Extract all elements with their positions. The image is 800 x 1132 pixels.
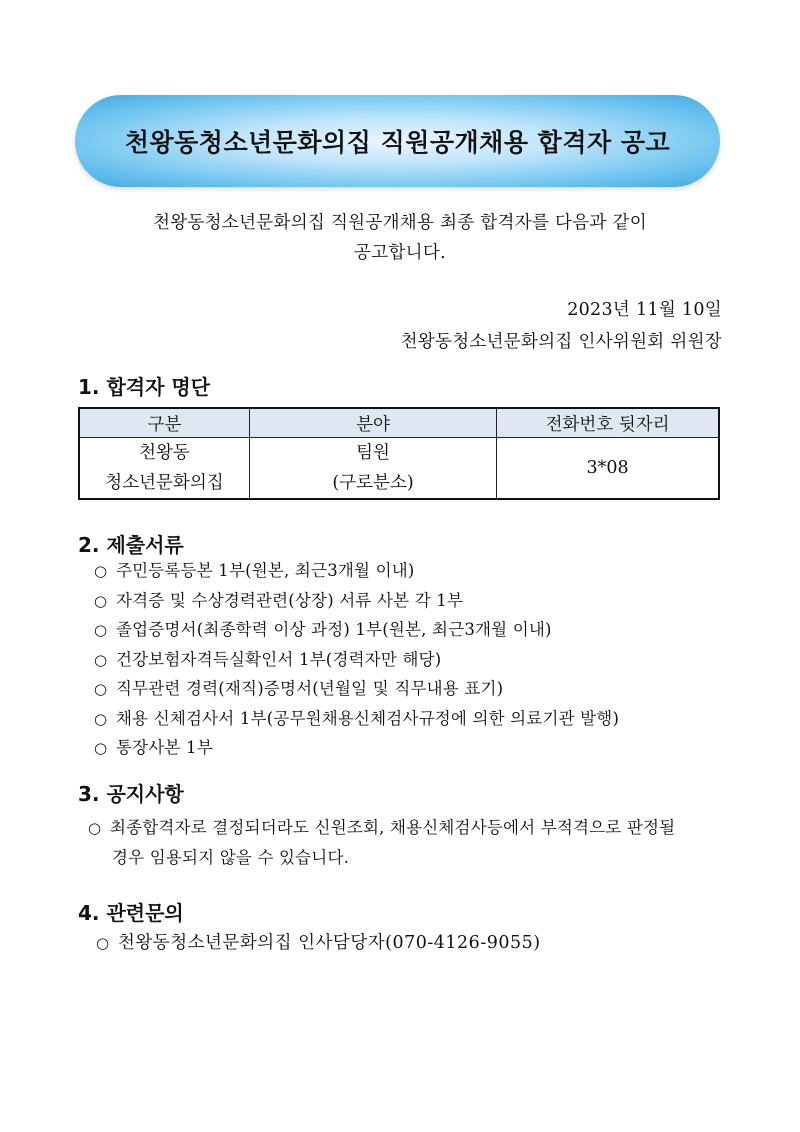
contact-line — [96, 929, 541, 954]
section-4-title: 4. 관련문의 — [78, 901, 184, 925]
intro-paragraph — [80, 208, 720, 268]
circle-bullet-icon: ○ — [88, 819, 102, 837]
circle-bullet-icon: ○ — [94, 650, 108, 669]
list-item: ○ 건강보험자격득실확인서 1부(경력자만 해당) — [94, 645, 619, 675]
field-line-2: (구로분소) — [332, 473, 414, 493]
table-row — [79, 438, 719, 500]
list-item: ○ 자격증 및 수상경력관련(상장) 서류 사본 각 1부 — [94, 586, 619, 616]
result-table — [78, 407, 720, 500]
circle-bullet-icon: ○ — [94, 680, 108, 698]
list-item: ○ 채용 신체검사서 1부(공무원채용신체검사규정에 의한 의료기관 발행) — [94, 704, 619, 734]
notice-line-2: 경우 임용되지 않을 수 있습니다. — [112, 848, 350, 867]
notice-paragraph — [88, 813, 728, 872]
category-line-1: 천왕동 — [139, 443, 190, 463]
cell-phone: 3*08 — [497, 438, 719, 500]
category-line-2: 청소년문화의집 — [105, 473, 224, 493]
field-line-1: 팀원 — [356, 443, 390, 463]
circle-bullet-icon: ○ — [94, 739, 108, 757]
circle-bullet-icon: ○ — [94, 621, 108, 639]
notice-line-1: ○ 최종합격자로 결정되더라도 신원조회, 채용신체검사등에서 부적격으로 판정될 — [88, 813, 728, 843]
list-item: ○ 주민등록등본 1부(원본, 최근3개월 이내) — [94, 556, 619, 586]
intro-line-2: 공고합니다. — [354, 243, 446, 263]
circle-bullet-icon: ○ — [94, 709, 108, 728]
signature-block — [401, 294, 722, 358]
cell-category — [79, 438, 249, 500]
circle-bullet-icon: ○ — [94, 591, 108, 610]
documents-list — [94, 556, 619, 763]
table-header-row — [79, 408, 719, 438]
circle-bullet-icon: ○ — [96, 934, 110, 952]
announcement-date: 2023년 11월 10일 — [567, 300, 722, 320]
section-1-title: 1. 합격자 명단 — [78, 375, 211, 399]
section-3-title: 3. 공지사항 — [78, 782, 184, 806]
header-field: 분야 — [249, 408, 496, 438]
contact-info: 천왕동청소년문화의집 인사담당자(070-4126-9055) — [118, 933, 541, 953]
header-category: 구분 — [79, 408, 249, 438]
cell-field — [249, 438, 496, 500]
intro-line-1: 천왕동청소년문화의집 직원공개채용 최종 합격자를 다음과 같이 — [153, 213, 647, 233]
list-item: ○ 졸업증명서(최종학력 이상 과정) 1부(원본, 최근3개월 이내) — [94, 615, 619, 645]
page-title: 천왕동청소년문화의집 직원공개채용 합격자 공고 — [124, 128, 671, 157]
header-phone: 전화번호 뒷자리 — [497, 408, 719, 438]
title-banner — [75, 95, 720, 187]
issuer: 천왕동청소년문화의집 인사위원회 위원장 — [400, 332, 722, 352]
section-2-title: 2. 제출서류 — [78, 533, 184, 557]
list-item: ○ 직무관련 경력(재직)증명서(년월일 및 직무내용 표기) — [94, 674, 619, 704]
circle-bullet-icon: ○ — [94, 562, 108, 580]
list-item: ○ 통장사본 1부 — [94, 733, 619, 763]
